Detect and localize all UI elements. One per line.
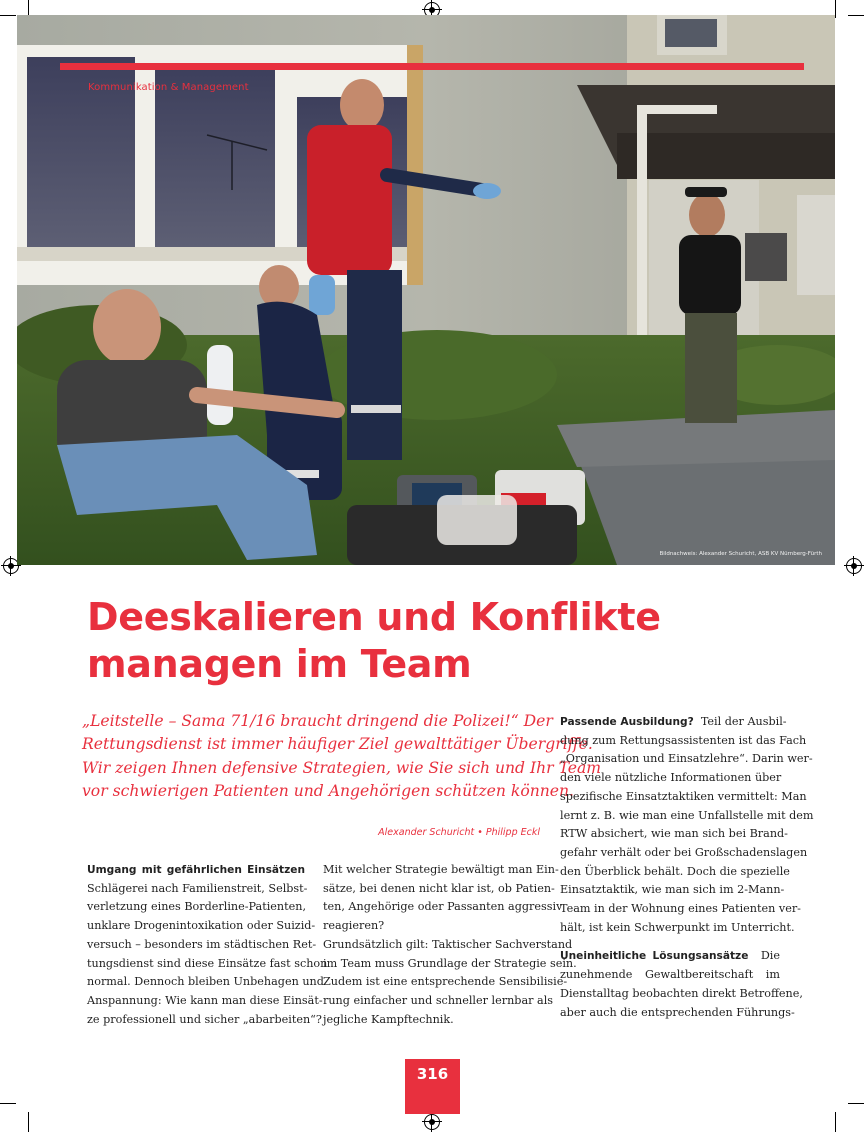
crop-mark <box>848 1103 864 1104</box>
body-line: Einsatztaktik, wie man sich im 2-Mann- <box>560 883 785 897</box>
crop-mark <box>0 1103 16 1104</box>
article-lead <box>82 710 602 803</box>
body-line: RTW absichert, wie man sich bei Brand- <box>560 827 788 841</box>
body-line: ten, Angehörige oder Passanten aggressiv <box>323 900 563 914</box>
body-line: dung zum Rettungsassistenten ist das Fach <box>560 733 807 747</box>
section-rule <box>60 63 804 70</box>
crop-mark <box>835 1112 836 1132</box>
body-line: im Team muss Grundlage der Strategie sein. <box>323 956 577 970</box>
body-line: jegliche Kampftechnik. <box>323 1012 454 1026</box>
body-line: „Organisation und Einsatzlehre“. Darin wer- <box>560 752 813 766</box>
subheading-text: Uneinheitliche Lösungsansätze <box>560 950 749 963</box>
body-line: Mit welcher Strategie bewältigt man Ein- <box>323 863 559 876</box>
body-line: zunehmende Gewaltbereitschaft im <box>560 968 780 982</box>
crop-mark <box>848 15 864 16</box>
subheading-text: Passende Ausbildung? <box>560 716 694 728</box>
body-line: verletzung eines Borderline-Patienten, <box>87 900 306 914</box>
subheading-text: Umgang mit gefährlichen Einsätzen <box>87 864 305 876</box>
body-line: lernt z. B. wie man eine Unfallstelle mit dem <box>560 808 814 822</box>
article-title-line: Deeskalieren und Konflikte <box>87 595 661 639</box>
body-line: den viele nützliche Informationen über <box>560 771 782 785</box>
registration-mark-icon <box>846 558 862 574</box>
lead-line: vor schwierigen Patienten und Angehörigen schützen können. <box>82 781 575 800</box>
body-line: Dienstalltag beobachten direkt Betroffene, <box>560 986 803 1000</box>
body-line: gefahr verhält oder bei Großschadenslagen <box>560 845 808 859</box>
lead-line: Wir zeigen Ihnen defensive Strategien, wie Sie sich und Ihr Team <box>82 758 602 777</box>
body-line: normal. Dennoch bleiben Unbehagen und <box>87 975 324 989</box>
body-line: den Überblick behält. Doch die spezielle <box>560 864 790 878</box>
spacer <box>560 937 780 947</box>
body-line: reagieren? <box>323 919 385 933</box>
body-line: unklare Drogenintoxikation oder Suizid- <box>87 919 316 933</box>
body-line: rung einfacher und schneller lernbar als <box>323 993 554 1007</box>
column-1 <box>87 861 328 1029</box>
hero-photo <box>17 15 835 565</box>
column-2 <box>323 861 577 1029</box>
column-3 <box>560 713 814 1022</box>
body-line: Team in der Wohnung eines Patienten ver- <box>560 902 801 916</box>
body-line: versuch – besonders im städtischen Ret- <box>87 937 317 951</box>
crop-mark <box>835 0 836 18</box>
body-line: sätze, bei denen nicht klar ist, ob Patien- <box>323 881 555 895</box>
article-title <box>87 594 787 688</box>
body-line: aber auch die entsprechenden Führungs- <box>560 1005 795 1019</box>
body-line: hält, ist kein Schwerpunkt im Unterricht. <box>560 920 795 934</box>
lead-line: „Leitstelle – Sama 71/16 braucht dringend die Polizei!“ Der <box>82 712 553 730</box>
body-line: Schlägerei nach Familienstreit, Selbst- <box>87 881 308 895</box>
body-line: Zudem ist eine entsprechende Sensibilisie- <box>323 975 568 989</box>
body-line: ze professionell und sicher „abarbeiten“? <box>87 1012 322 1026</box>
body-line: tungsdienst sind diese Einsätze fast schon <box>87 956 328 970</box>
photo-credit: Bildnachweis: Alexander Schuricht, ASB KV Nürnberg-Fürth <box>659 551 822 557</box>
body-text: Teil der Ausbil- <box>700 715 787 728</box>
body-line <box>560 947 780 966</box>
body-text: Die <box>760 949 780 963</box>
article-title-line: managen im Team <box>87 642 472 686</box>
subheading <box>87 861 305 880</box>
page-number: 316 <box>405 1059 460 1114</box>
registration-mark-icon <box>424 1114 440 1130</box>
body-line <box>560 713 787 732</box>
body-line: Grundsätzlich gilt: Taktischer Sachverstand <box>323 937 573 951</box>
crop-mark <box>0 15 16 16</box>
body-line: spezifische Einsatztaktiken vermittelt: Man <box>560 789 807 803</box>
crop-mark <box>28 1112 29 1132</box>
body-line: Anspannung: Wie kann man diese Einsät- <box>87 993 323 1007</box>
section-label: Kommunikation & Management <box>88 82 249 93</box>
authors: Alexander Schuricht • Philipp Eckl <box>378 827 540 838</box>
lead-line: Rettungsdienst ist immer häufiger Ziel gewalttätiger Übergriffe. <box>82 735 593 754</box>
